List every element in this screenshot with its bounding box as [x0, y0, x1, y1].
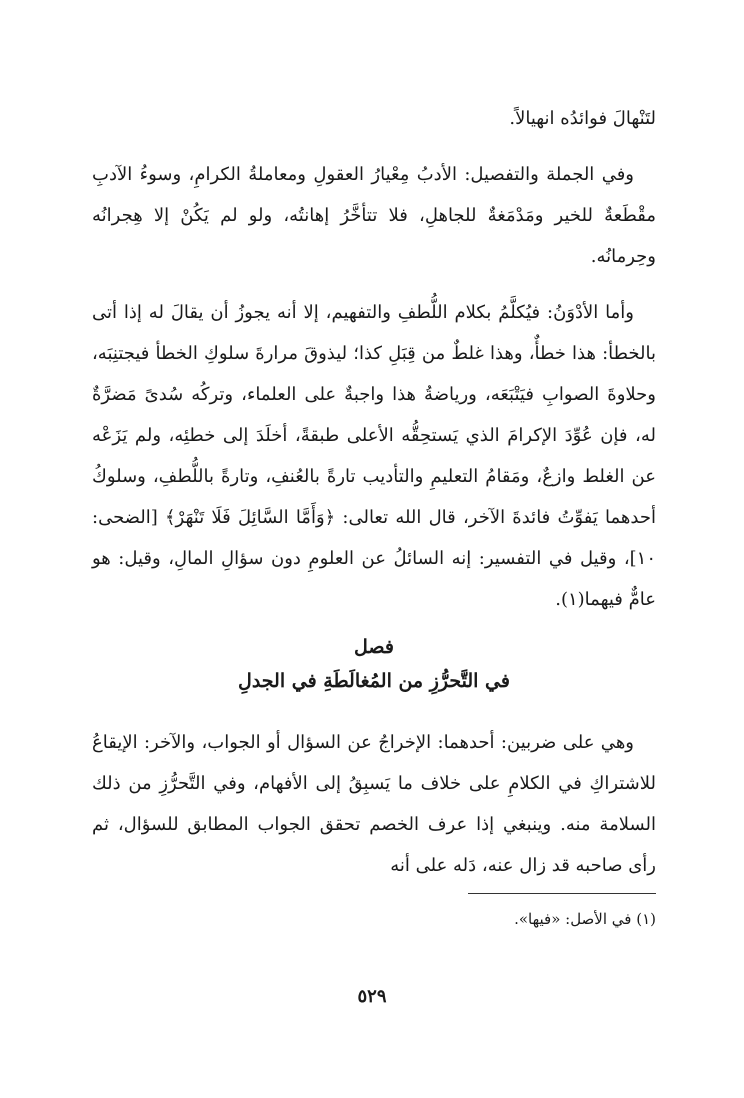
page-number: ٥٢٩ [357, 986, 387, 1007]
main-text-top [92, 98, 656, 620]
footnote-divider [468, 893, 656, 894]
paragraph-adab: وفي الجملة والتفصيل: الأدبُ مِعْيارُ العقولِ ومعاملةُ الكرامِ، وسوءُ الآدبِ مقْطَعةٌ للخير ومَدْمَغةٌ للجاهلِ، فلا تتأخَّرُ إهانتُه، ولو لم يَكُنْ إلا هِجرانُه وحِرمانُه. [92, 164, 656, 267]
paragraph-mughalata: وهي على ضربين: أحدهما: الإخراجُ عن السؤال أو الجواب، والآخر: الإيقاعُ للاشتراكِ في الكلامِ على خلاف ما يَسبِقُ إلى الأفهام، وفي التَّحرُّزِ من ذلك السلامة منه. وينبغي إذا عرف الخصم تحقق الجواب المطابق للسؤال، ثم رأى صاحبه قد زال عنه، دَله على أنه [92, 732, 656, 876]
section-title: في التَّحرُّزِ من المُغالَطَةِ في الجدلِ [238, 670, 510, 692]
footnote: (١) في الأصل: «فيها». [514, 910, 656, 928]
paragraph-continuation: لتَنْهالَ فوائدُه انهيالاً. [509, 108, 656, 129]
paragraph-adwan: وأما الأدْوَنُ: فيُكلَّمُ بكلام اللُّطفِ والتفهيم، إلا أنه يجوزُ أن يقالَ له إذا أتى بالخطأ: هذا خطأٌ، وهذا غلطٌ من قِبَلِ كذا؛ ليذوقَ مرارةَ سلوكِ الخطأ فيجتنِبَه، وحلاوةَ الصوابِ فيَتْبَعَه، ورياضةُ هذا واجبةٌ على العلماء، وتركُه سُدىً مَضرَّةٌ له، فإن عُوِّدَ الإكرامَ الذي يَستحِقُّه الأعلى طبقةً، أخلَدَ إلى خطئِه، ولم يَزَعْه عن الغلط وازعٌ، ومَقامُ التعليمِ والتأديب تارةً بالعُنفِ، وتارةً باللُّطفِ، وسلوكُ أحدهما يَفوِّتُ فائدةَ الآخر، قال الله تعالى: ﴿وَأَمَّا السَّائِلَ فَلَا تَنْهَرْ﴾ [الضحى: ١٠]، وقيل في التفسير: إنه السائلُ عن العلومِ دون سؤالِ المالِ، وقيل: هو عامٌّ فيهما(١). [92, 302, 656, 610]
main-text-bottom [92, 722, 656, 886]
section-label: فصل [354, 636, 394, 658]
section-heading [92, 630, 656, 698]
